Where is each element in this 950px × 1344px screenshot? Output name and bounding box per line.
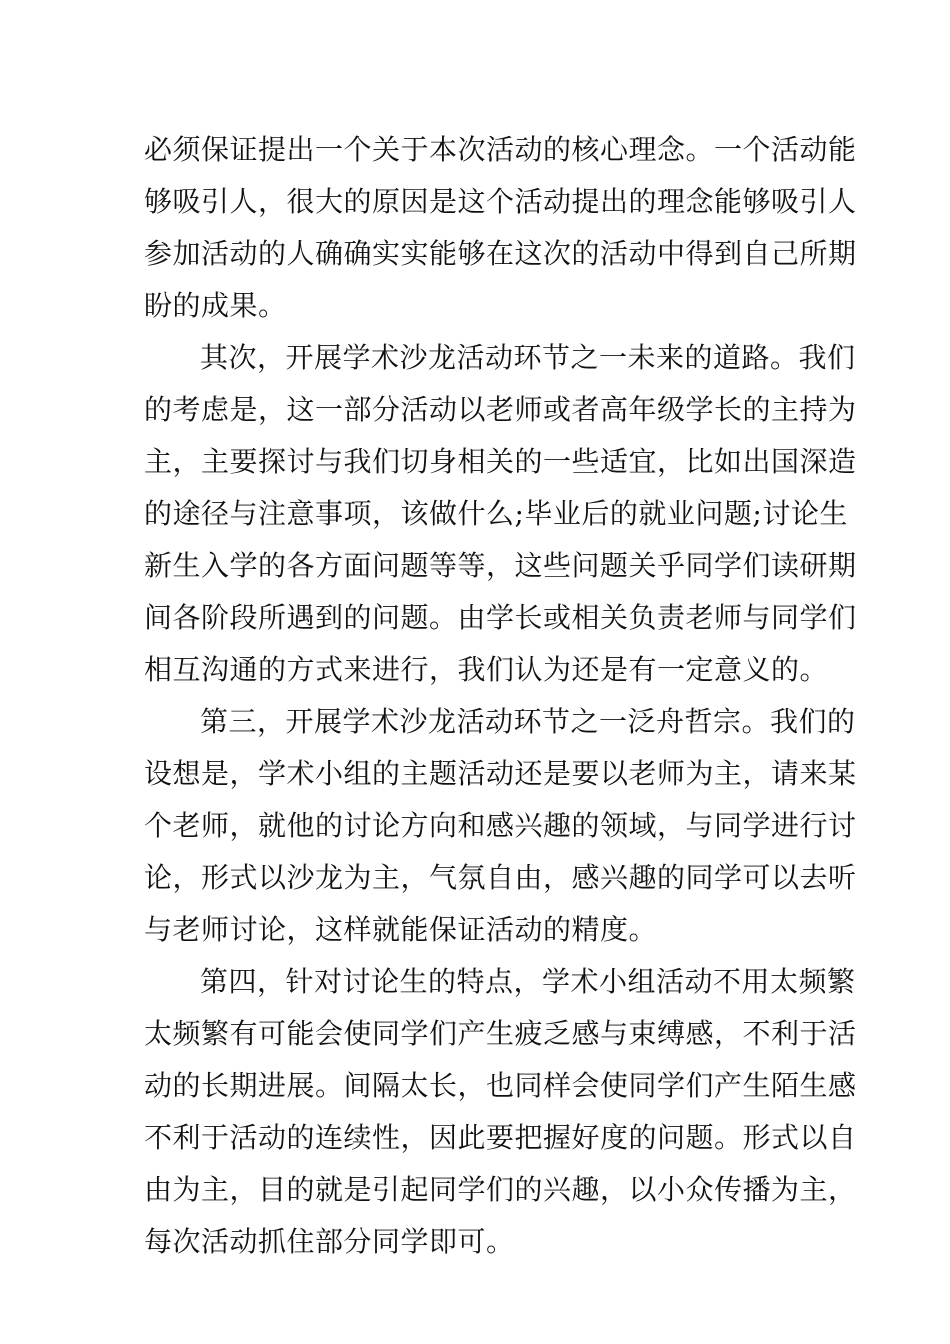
text-line: 的考虑是，这一部分活动以老师或者高年级学长的主持为	[144, 393, 857, 426]
text-line: 太频繁有可能会使同学们产生疲乏感与束缚感，不利于活	[144, 1017, 857, 1050]
text-line: 盼的成果。	[144, 289, 287, 322]
text-line: 间各阶段所遇到的问题。由学长或相关负责老师与同学们	[144, 601, 857, 634]
text-line: 的途径与注意事项，该做什么;毕业后的就业问题;讨论生	[144, 497, 848, 530]
text-line: 个老师，就他的讨论方向和感兴趣的领域，与同学进行讨	[144, 809, 857, 842]
document-body	[144, 124, 857, 1268]
text-line: 新生入学的各方面问题等等，这些问题关乎同学们读研期	[144, 549, 857, 582]
text-line: 设想是，学术小组的主题活动还是要以老师为主，请来某	[144, 757, 857, 790]
text-line: 主，主要探讨与我们切身相关的一些适宜，比如出国深造	[144, 445, 857, 478]
text-line: 不利于活动的连续性，因此要把握好度的问题。形式以自	[144, 1121, 857, 1154]
paragraph-first-line: 第四，针对讨论生的特点，学术小组活动不用太频繁	[200, 965, 856, 998]
text-line: 参加活动的人确确实实能够在这次的活动中得到自己所期	[144, 237, 857, 270]
text-line: 必须保证提出一个关于本次活动的核心理念。一个活动能	[144, 133, 857, 166]
text-line: 论，形式以沙龙为主，气氛自由，感兴趣的同学可以去听	[144, 861, 857, 894]
text-line: 与老师讨论，这样就能保证活动的精度。	[144, 913, 658, 946]
paragraph-first-line: 第三，开展学术沙龙活动环节之一泛舟哲宗。我们的	[200, 705, 856, 738]
paragraph-first-line: 其次，开展学术沙龙活动环节之一未来的道路。我们	[200, 341, 856, 374]
text-line: 够吸引人，很大的原因是这个活动提出的理念能够吸引人	[144, 185, 857, 218]
text-line: 动的长期进展。间隔太长，也同样会使同学们产生陌生感	[144, 1069, 857, 1102]
text-line: 每次活动抓住部分同学即可。	[144, 1225, 515, 1258]
text-line: 由为主，目的就是引起同学们的兴趣，以小众传播为主，	[144, 1173, 857, 1206]
text-line: 相互沟通的方式来进行，我们认为还是有一定意义的。	[144, 653, 829, 686]
